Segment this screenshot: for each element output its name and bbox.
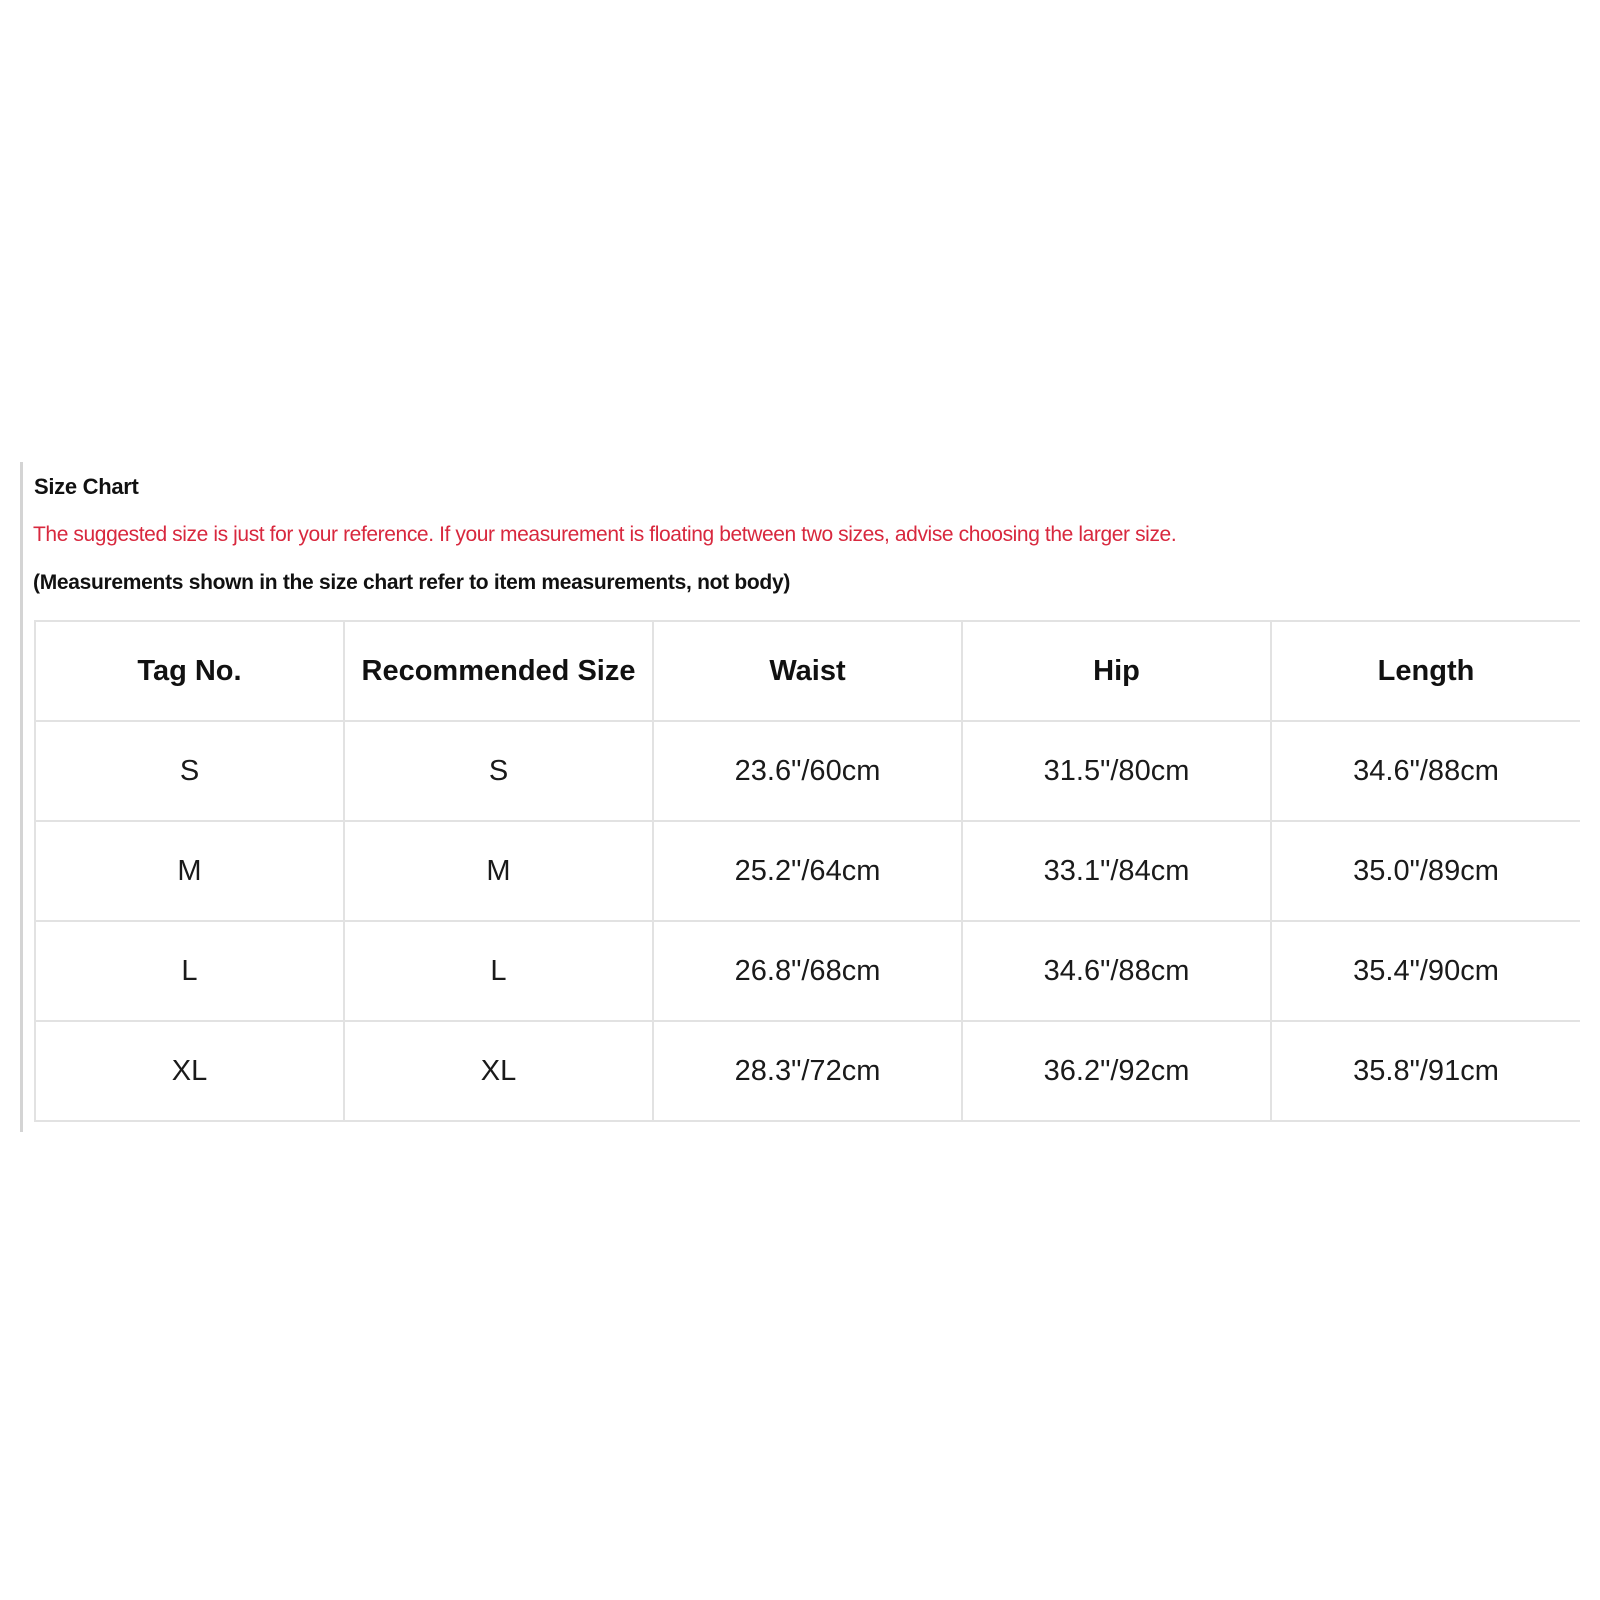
cell-hip: 31.5"/80cm <box>962 721 1271 821</box>
table-row <box>35 821 1580 921</box>
cell-hip: 33.1"/84cm <box>962 821 1271 921</box>
header-waist: Waist <box>653 621 962 721</box>
header-hip: Hip <box>962 621 1271 721</box>
measurement-note: (Measurements shown in the size chart refer to item measurements, not body) <box>33 571 791 594</box>
left-divider <box>20 462 23 1132</box>
cell-recommended-size: S <box>344 721 653 821</box>
table-row <box>35 921 1580 1021</box>
cell-length: 35.4"/90cm <box>1271 921 1580 1021</box>
cell-length: 34.6"/88cm <box>1271 721 1580 821</box>
cell-length: 35.8"/91cm <box>1271 1021 1580 1121</box>
cell-tag-no: L <box>35 921 344 1021</box>
cell-tag-no: S <box>35 721 344 821</box>
cell-recommended-size: M <box>344 821 653 921</box>
cell-waist: 25.2"/64cm <box>653 821 962 921</box>
cell-waist: 28.3"/72cm <box>653 1021 962 1121</box>
size-chart-title: Size Chart <box>34 474 139 499</box>
cell-waist: 26.8"/68cm <box>653 921 962 1021</box>
table-header-row <box>35 621 1580 721</box>
cell-hip: 36.2"/92cm <box>962 1021 1271 1121</box>
header-length: Length <box>1271 621 1580 721</box>
size-table <box>34 620 1580 1122</box>
cell-tag-no: XL <box>35 1021 344 1121</box>
cell-recommended-size: XL <box>344 1021 653 1121</box>
table-row <box>35 721 1580 821</box>
table-row <box>35 1021 1580 1121</box>
cell-waist: 23.6"/60cm <box>653 721 962 821</box>
header-tag-no: Tag No. <box>35 621 344 721</box>
cell-recommended-size: L <box>344 921 653 1021</box>
header-recommended-size: Recommended Size <box>344 621 653 721</box>
cell-tag-no: M <box>35 821 344 921</box>
cell-hip: 34.6"/88cm <box>962 921 1271 1021</box>
size-advice-note: The suggested size is just for your reference. If your measurement is floating between two sizes, advise choosing the larger size. <box>33 523 1177 546</box>
cell-length: 35.0"/89cm <box>1271 821 1580 921</box>
